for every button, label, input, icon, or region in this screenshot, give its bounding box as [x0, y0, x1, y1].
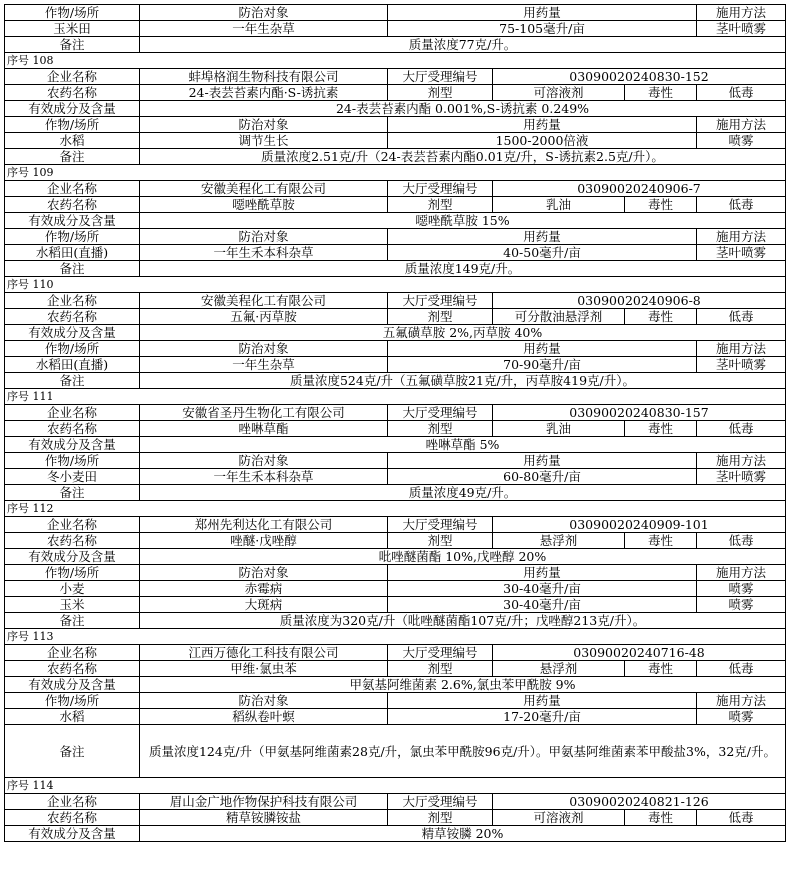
dosage-cell: 40-50毫升/亩 [388, 245, 697, 261]
formulation-value: 悬浮剂 [493, 533, 625, 549]
label-formulation: 剂型 [388, 810, 493, 826]
label-toxicity: 毒性 [625, 421, 697, 437]
formulation-value: 可溶液剂 [493, 85, 625, 101]
label-pesticide: 农药名称 [5, 85, 140, 101]
method-cell: 喷雾 [697, 581, 786, 597]
label-method: 施用方法 [697, 693, 786, 709]
seq-row [5, 629, 786, 645]
usage-row [5, 245, 786, 261]
company-row [5, 405, 786, 421]
method-cell: 茎叶喷雾 [697, 469, 786, 485]
seq-row [5, 165, 786, 181]
label-hall-no: 大厅受理编号 [388, 517, 493, 533]
hall-no-value: 03090020240830-157 [493, 405, 786, 421]
dosage-cell: 75-105毫升/亩 [388, 21, 697, 37]
pesticide-row [5, 533, 786, 549]
header-row-crop [5, 117, 786, 133]
label-dosage: 用药量 [388, 693, 697, 709]
ingredient-value: 吡唑醚菌酯 10%,戊唑醇 20% [140, 549, 786, 565]
usage-row [5, 469, 786, 485]
remark-row [5, 485, 786, 501]
target-cell: 一年生禾本科杂草 [140, 245, 388, 261]
label-hall-no: 大厅受理编号 [388, 645, 493, 661]
method-cell: 喷雾 [697, 709, 786, 725]
label-target: 防治对象 [140, 229, 388, 245]
label-method: 施用方法 [697, 565, 786, 581]
label-company: 企业名称 [5, 181, 140, 197]
toxicity-value: 低毒 [697, 421, 786, 437]
label-remark: 备注 [5, 725, 140, 778]
company-name: 安徽美程化工有限公司 [140, 181, 388, 197]
company-row [5, 293, 786, 309]
method-cell: 茎叶喷雾 [697, 21, 786, 37]
remark-cell: 质量浓度2.51克/升（24-表芸苔素内酯0.01克/升，S-诱抗素2.5克/升）。 [140, 149, 786, 165]
label-remark: 备注 [5, 373, 140, 389]
remark-cell: 质量浓度524克/升（五氟磺草胺21克/升，丙草胺419克/升）。 [140, 373, 786, 389]
company-name: 蚌埠格润生物科技有限公司 [140, 69, 388, 85]
ingredient-row [5, 826, 786, 842]
remark-row [5, 37, 786, 53]
label-remark: 备注 [5, 37, 140, 53]
pesticide-name: 24-表芸苔素内酯·S-诱抗素 [140, 85, 388, 101]
ingredient-value: 甲氨基阿维菌素 2.6%,氯虫苯甲酰胺 9% [140, 677, 786, 693]
toxicity-value: 低毒 [697, 197, 786, 213]
usage-row [5, 709, 786, 725]
usage-row [5, 21, 786, 37]
seq-label: 序号 109 [5, 165, 786, 181]
seq-row [5, 53, 786, 69]
target-cell: 大斑病 [140, 597, 388, 613]
crop-cell: 玉米田 [5, 21, 140, 37]
label-dosage: 用药量 [388, 117, 697, 133]
dosage-cell: 30-40毫升/亩 [388, 597, 697, 613]
label-pesticide: 农药名称 [5, 421, 140, 437]
label-ingredient: 有效成分及含量 [5, 826, 140, 842]
label-company: 企业名称 [5, 293, 140, 309]
remark-row [5, 613, 786, 629]
formulation-value: 乳油 [493, 421, 625, 437]
header-row-crop [5, 5, 786, 21]
remark-cell: 质量浓度49克/升。 [140, 485, 786, 501]
dosage-cell: 30-40毫升/亩 [388, 581, 697, 597]
ingredient-value: 精草铵膦 20% [140, 826, 786, 842]
header-row-crop [5, 693, 786, 709]
seq-label: 序号 112 [5, 501, 786, 517]
toxicity-value: 低毒 [697, 309, 786, 325]
crop-cell: 冬小麦田 [5, 469, 140, 485]
label-formulation: 剂型 [388, 309, 493, 325]
label-hall-no: 大厅受理编号 [388, 293, 493, 309]
usage-row [5, 597, 786, 613]
pesticide-row [5, 421, 786, 437]
remark-cell: 质量浓度124克/升（甲氨基阿维菌素28克/升，氯虫苯甲酰胺96克/升）。甲氨基阿维菌素苯甲酸盐3%，32克/升。 [140, 725, 786, 778]
crop-cell: 水稻 [5, 133, 140, 149]
company-row [5, 794, 786, 810]
label-target: 防治对象 [140, 565, 388, 581]
label-toxicity: 毒性 [625, 810, 697, 826]
label-formulation: 剂型 [388, 661, 493, 677]
pesticide-row [5, 197, 786, 213]
target-cell: 一年生禾本科杂草 [140, 469, 388, 485]
usage-row [5, 581, 786, 597]
usage-row [5, 133, 786, 149]
target-cell: 稻纵卷叶螟 [140, 709, 388, 725]
label-crop: 作物/场所 [5, 565, 140, 581]
pesticide-name: 唑啉草酯 [140, 421, 388, 437]
seq-label: 序号 111 [5, 389, 786, 405]
usage-row [5, 357, 786, 373]
pesticide-name: 噁唑酰草胺 [140, 197, 388, 213]
ingredient-row [5, 677, 786, 693]
registration-table [4, 4, 786, 842]
seq-label: 序号 114 [5, 778, 786, 794]
company-name: 郑州先利达化工有限公司 [140, 517, 388, 533]
company-name: 安徽美程化工有限公司 [140, 293, 388, 309]
label-remark: 备注 [5, 261, 140, 277]
crop-cell: 水稻田(直播) [5, 245, 140, 261]
pesticide-name: 五氟·丙草胺 [140, 309, 388, 325]
label-company: 企业名称 [5, 69, 140, 85]
header-row-crop [5, 229, 786, 245]
label-company: 企业名称 [5, 645, 140, 661]
label-crop: 作物/场所 [5, 453, 140, 469]
header-row-crop [5, 341, 786, 357]
pesticide-row [5, 309, 786, 325]
label-method: 施用方法 [697, 341, 786, 357]
label-crop: 作物/场所 [5, 229, 140, 245]
label-method: 施用方法 [697, 5, 786, 21]
toxicity-value: 低毒 [697, 533, 786, 549]
label-target: 防治对象 [140, 341, 388, 357]
remark-cell: 质量浓度149克/升。 [140, 261, 786, 277]
label-toxicity: 毒性 [625, 661, 697, 677]
crop-cell: 玉米 [5, 597, 140, 613]
crop-cell: 水稻田(直播) [5, 357, 140, 373]
company-row [5, 181, 786, 197]
label-crop: 作物/场所 [5, 117, 140, 133]
dosage-cell: 70-90毫升/亩 [388, 357, 697, 373]
label-pesticide: 农药名称 [5, 309, 140, 325]
hall-no-value: 03090020240906-8 [493, 293, 786, 309]
ingredient-value: 噁唑酰草胺 15% [140, 213, 786, 229]
dosage-cell: 60-80毫升/亩 [388, 469, 697, 485]
formulation-value: 乳油 [493, 197, 625, 213]
target-cell: 一年生杂草 [140, 357, 388, 373]
ingredient-row [5, 101, 786, 117]
toxicity-value: 低毒 [697, 85, 786, 101]
crop-cell: 水稻 [5, 709, 140, 725]
label-crop: 作物/场所 [5, 341, 140, 357]
label-formulation: 剂型 [388, 421, 493, 437]
label-hall-no: 大厅受理编号 [388, 69, 493, 85]
pesticide-row [5, 810, 786, 826]
label-formulation: 剂型 [388, 533, 493, 549]
remark-cell: 质量浓度77克/升。 [140, 37, 786, 53]
label-remark: 备注 [5, 149, 140, 165]
ingredient-row [5, 549, 786, 565]
label-toxicity: 毒性 [625, 533, 697, 549]
method-cell: 喷雾 [697, 597, 786, 613]
label-hall-no: 大厅受理编号 [388, 181, 493, 197]
ingredient-value: 唑啉草酯 5% [140, 437, 786, 453]
label-remark: 备注 [5, 613, 140, 629]
label-pesticide: 农药名称 [5, 661, 140, 677]
label-dosage: 用药量 [388, 5, 697, 21]
seq-row [5, 778, 786, 794]
label-dosage: 用药量 [388, 453, 697, 469]
label-hall-no: 大厅受理编号 [388, 794, 493, 810]
header-row-crop [5, 565, 786, 581]
formulation-value: 悬浮剂 [493, 661, 625, 677]
dosage-cell: 17-20毫升/亩 [388, 709, 697, 725]
label-dosage: 用药量 [388, 341, 697, 357]
label-target: 防治对象 [140, 693, 388, 709]
label-company: 企业名称 [5, 405, 140, 421]
company-name: 江西万德化工科技有限公司 [140, 645, 388, 661]
ingredient-row [5, 325, 786, 341]
method-cell: 茎叶喷雾 [697, 357, 786, 373]
label-toxicity: 毒性 [625, 197, 697, 213]
label-target: 防治对象 [140, 453, 388, 469]
remark-row [5, 149, 786, 165]
label-ingredient: 有效成分及含量 [5, 549, 140, 565]
label-ingredient: 有效成分及含量 [5, 437, 140, 453]
label-pesticide: 农药名称 [5, 810, 140, 826]
target-cell: 调节生长 [140, 133, 388, 149]
seq-label: 序号 108 [5, 53, 786, 69]
label-toxicity: 毒性 [625, 309, 697, 325]
seq-row [5, 277, 786, 293]
label-ingredient: 有效成分及含量 [5, 677, 140, 693]
label-formulation: 剂型 [388, 197, 493, 213]
label-formulation: 剂型 [388, 85, 493, 101]
target-cell: 一年生杂草 [140, 21, 388, 37]
label-dosage: 用药量 [388, 565, 697, 581]
ingredient-row [5, 437, 786, 453]
formulation-value: 可溶液剂 [493, 810, 625, 826]
hall-no-value: 03090020240909-101 [493, 517, 786, 533]
label-crop: 作物/场所 [5, 5, 140, 21]
label-method: 施用方法 [697, 117, 786, 133]
ingredient-value: 五氟磺草胺 2%,丙草胺 40% [140, 325, 786, 341]
label-remark: 备注 [5, 485, 140, 501]
pesticide-name: 甲维·氯虫苯 [140, 661, 388, 677]
table-body [5, 5, 786, 842]
label-dosage: 用药量 [388, 229, 697, 245]
label-target: 防治对象 [140, 5, 388, 21]
label-pesticide: 农药名称 [5, 197, 140, 213]
pesticide-name: 唑醚·戊唑醇 [140, 533, 388, 549]
label-pesticide: 农药名称 [5, 533, 140, 549]
remark-row [5, 373, 786, 389]
label-toxicity: 毒性 [625, 85, 697, 101]
remark-cell: 质量浓度为320克/升（吡唑醚菌酯107克/升；戊唑醇213克/升）。 [140, 613, 786, 629]
company-name: 安徽省圣丹生物化工有限公司 [140, 405, 388, 421]
remark-row [5, 725, 786, 778]
header-row-crop [5, 453, 786, 469]
label-target: 防治对象 [140, 117, 388, 133]
seq-row [5, 501, 786, 517]
company-name: 眉山金广地作物保护科技有限公司 [140, 794, 388, 810]
label-hall-no: 大厅受理编号 [388, 405, 493, 421]
label-method: 施用方法 [697, 229, 786, 245]
remark-row [5, 261, 786, 277]
company-row [5, 69, 786, 85]
pesticide-row [5, 85, 786, 101]
target-cell: 赤霉病 [140, 581, 388, 597]
hall-no-value: 03090020240906-7 [493, 181, 786, 197]
seq-row [5, 389, 786, 405]
toxicity-value: 低毒 [697, 661, 786, 677]
hall-no-value: 03090020240821-126 [493, 794, 786, 810]
label-ingredient: 有效成分及含量 [5, 325, 140, 341]
ingredient-value: 24-表芸苔素内酯 0.001%,S-诱抗素 0.249% [140, 101, 786, 117]
label-ingredient: 有效成分及含量 [5, 101, 140, 117]
hall-no-value: 03090020240716-48 [493, 645, 786, 661]
label-company: 企业名称 [5, 517, 140, 533]
crop-cell: 小麦 [5, 581, 140, 597]
company-row [5, 645, 786, 661]
pesticide-row [5, 661, 786, 677]
method-cell: 茎叶喷雾 [697, 245, 786, 261]
label-ingredient: 有效成分及含量 [5, 213, 140, 229]
hall-no-value: 03090020240830-152 [493, 69, 786, 85]
label-crop: 作物/场所 [5, 693, 140, 709]
registration-document [4, 4, 785, 842]
seq-label: 序号 113 [5, 629, 786, 645]
dosage-cell: 1500-2000倍液 [388, 133, 697, 149]
formulation-value: 可分散油悬浮剂 [493, 309, 625, 325]
seq-label: 序号 110 [5, 277, 786, 293]
label-company: 企业名称 [5, 794, 140, 810]
toxicity-value: 低毒 [697, 810, 786, 826]
label-method: 施用方法 [697, 453, 786, 469]
ingredient-row [5, 213, 786, 229]
pesticide-name: 精草铵膦铵盐 [140, 810, 388, 826]
company-row [5, 517, 786, 533]
method-cell: 喷雾 [697, 133, 786, 149]
